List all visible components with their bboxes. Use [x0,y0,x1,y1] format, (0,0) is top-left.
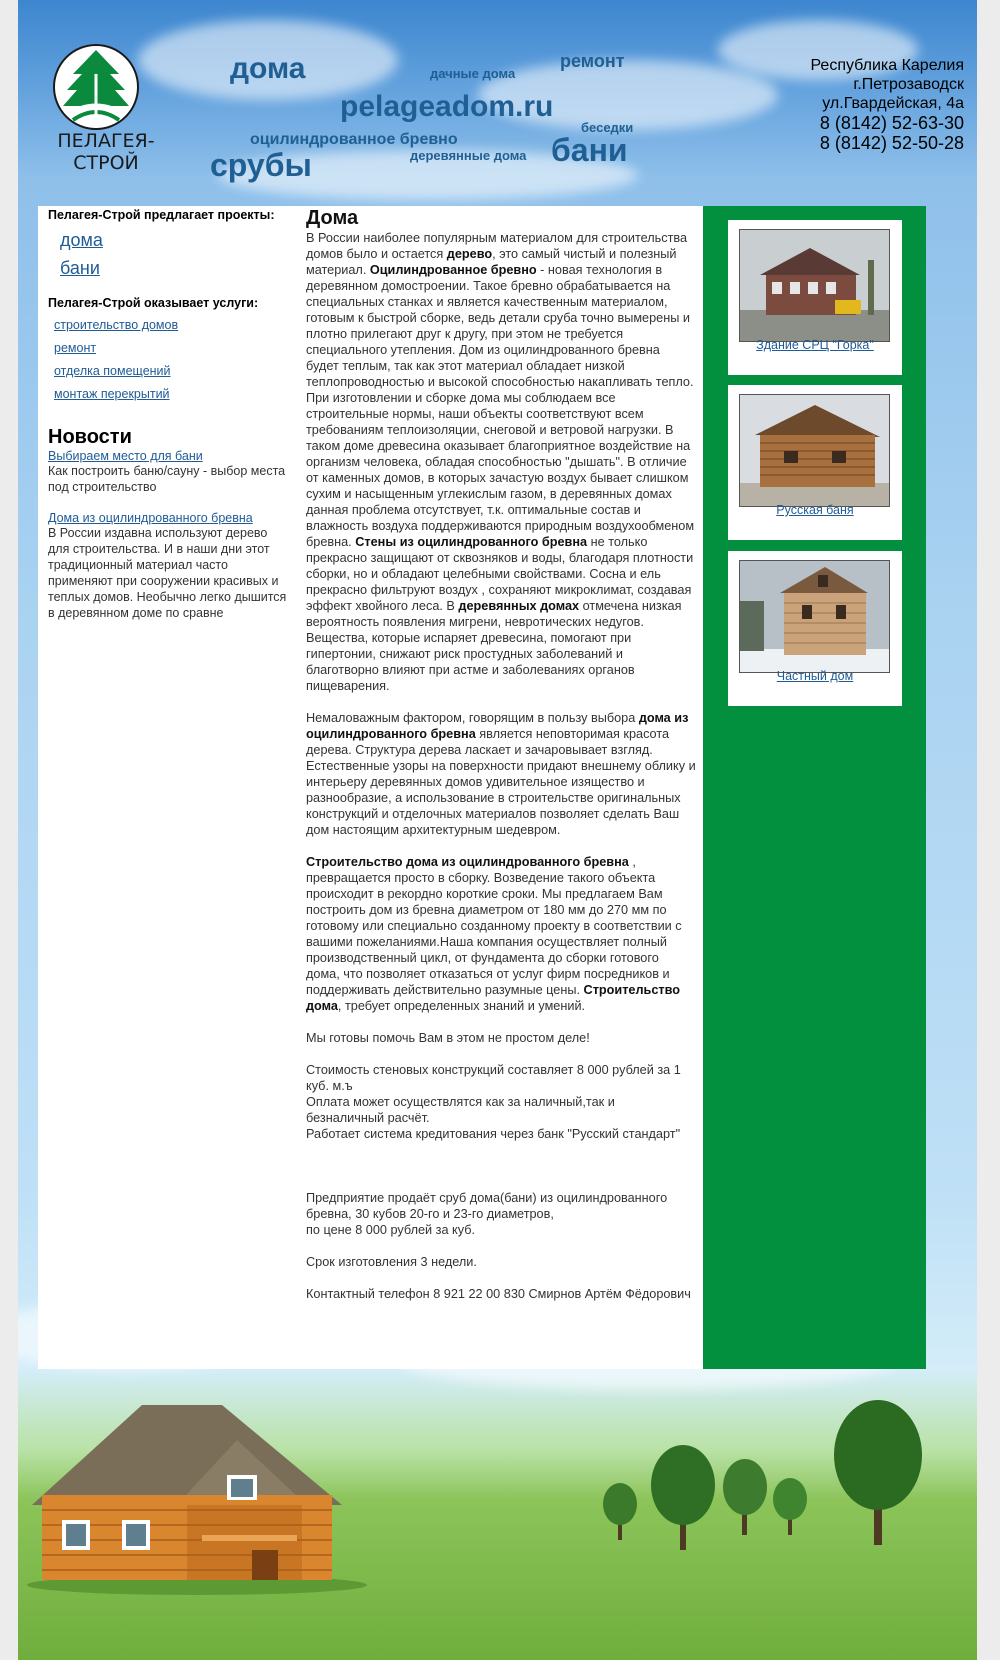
article-paragraph-2: Немаловажным фактором, говорящим в пользу выбора дома из оцилиндрованного бревна является неповторимая красота дерева. Структура дерева ласкает и зачаровывает взгляд. Естественные узоры на поверхности придают внешнему облику и интерьеру деревянных домов удивительное изящество и разнообразие, а использование в строительстве оригинальных конструкций и отделочных материалов позволяет сделать Ваш дом настоящим архитектурным шедевром. [306,711,696,837]
gallery-caption-2[interactable]: Русская баня [776,503,854,517]
logo[interactable] [36,44,176,174]
article-paragraph-4: Мы готовы помочь Вам в этом не простом деле! [306,1031,590,1045]
gallery-column [703,206,926,1369]
projects-heading: Пелагея-Строй предлагает проекты: [48,208,275,222]
service-link-montazh[interactable]: монтаж перекрытий [54,387,170,401]
site-title[interactable]: pelageadom.ru [340,90,554,123]
tree-5-icon [600,1480,640,1540]
article-contact: Контактный телефон 8 921 22 00 830 Смирнов Артём Фёдорович [306,1287,691,1301]
tag-doma[interactable]: дома [230,52,306,85]
gallery-card-2[interactable] [728,385,902,540]
article-paragraph-7: Срок изготовления 3 недели. [306,1255,477,1269]
tag-bani[interactable]: бани [551,132,628,168]
project-link-doma[interactable]: дома [60,230,103,250]
tag-dachnye[interactable]: дачные дома [430,66,516,81]
tree-logo-icon [53,44,139,130]
photo-private-house[interactable] [739,560,890,673]
photo-building-gorka[interactable] [739,229,890,342]
article-paragraph-5: Стоимость стеновых конструкций составляет 8 000 рублей за 1 куб. м.ъ Оплата может осуществлятся как за наличный,так и безналичный расчёт. Работает система кредитования через банк "Русский стандарт" [306,1063,681,1141]
sidebar [48,208,288,621]
log-house-illustration [22,1385,372,1595]
tree-3-icon [720,1455,770,1535]
tag-brevno[interactable]: оцилиндрованное бревно [250,131,458,148]
news-heading: Новости [48,426,132,448]
news-list [48,449,288,621]
gallery-card-1[interactable] [728,220,902,375]
service-link-remont[interactable]: ремонт [54,341,97,355]
news-link-1[interactable]: Выбираем место для бани [48,449,203,463]
services-list [48,314,288,406]
contact-region: Республика Карелия [810,57,964,74]
service-link-stroitelstvo[interactable]: строительство домов [54,318,179,332]
brand-name: ПЕЛАГЕЯ-СТРОЙ [57,130,155,174]
news-text-2: В России издавна используют дерево для строительства. И в наши дни этот традиционный материал часто применяют при сооружении красивых и теплых домов. Необычно легко дышится в деревянном доме по сравне [48,526,287,620]
contact-street: ул.Гвардейская, 4а [822,95,964,112]
tree-4-icon [770,1475,810,1535]
services-heading: Пелагея-Строй оказывает услуги: [48,296,259,310]
tag-derevyannye[interactable]: деревянные дома [410,148,527,163]
tag-besedki[interactable]: беседки [581,120,634,135]
contacts-block [810,56,964,153]
project-link-bani[interactable]: бани [60,258,100,278]
contact-city: г.Петрозаводск [853,76,964,93]
news-text-1: Как построить баню/сауну - выбор места под строительство [48,464,286,494]
article-paragraph-1: В России наиболее популярным материалом для строительства домов было и остается дерево, это самый чистый и полезный материал. Оцилиндрованное бревно - новая технология в деревянном домостроении. Такое бревно обрабатывается на специальных станках и является качественным материалом, готовым к быстрой сборке, ведь детали сруба точно вымерены и плотно прилегают друг к другу, при этом не требуется специального утепления. Дом из оцилиндрованного бревна будет теплым, так как этот материал обладает низкой теплопроводностью и высокой способностью накапливать тепло. При изготовлении и сборке дома мы соблюдаем все строительные нормы, наши объекты соответствуют всем требованиям теплоизоляции, снеговой и ветровой нагрузки. В таком доме древесина оказывает благоприятное воздействие на организм человека, обладая способностью "дышать". В отличие от каменных домов, в которых зачастую воздух бывает слишком сухим и насыщенным углекислым газом, в деревянных домах данная проблема отсутствует, т.к. оптимальные состав и влажность воздуха поддерживаются природным воздухообменом бревна. Стены из оцилиндрованного бревна не только прекрасно защищают от сквозняков и воды, благодаря плотности сборки, но и обладают целебными свойствами. Сосна и ель прекрасно фильтруют воздух , сохраняют микроклимат, создавая эффект хвойного леса. В деревянных домах отмечена низкая вероятность появления мигрени, невротических недугов. Вещества, которые испаряет древесина, помогают при гипертонии, снижают риск простудных заболеваний и благотворно влияют при астме и заболеваниях органов пищеварения. [306,231,695,693]
article-paragraph-6: Предприятие продаёт сруб дома(бани) из оцилиндрованного бревна, 30 кубов 20-го и 23-го диаметров, по цене 8 000 рублей за куб. [306,1191,668,1237]
tree-2-icon [828,1395,928,1545]
article-paragraph-3: Строительство дома из оцилиндрованного бревна , превращается просто в сборку. Возведение такого объекта происходит в рекордно короткие сроки. Мы предлагаем Вам построить дом из бревна диаметром от 180 мм до 270 мм по готовому или специально созданному проекту в соответствии с вашими пожеланиями.Наша компания осуществляет полный производственный цикл, от фундамента до сборки готового дома, что позволяет отказаться от услуг фирм посредников и поддерживать действительно разумные цены. Строительство дома, требует определенных знаний и умений. [306,855,682,1013]
tree-1-icon [648,1440,718,1550]
tag-remont[interactable]: ремонт [560,51,625,71]
news-link-2[interactable]: Дома из оцилиндрованного бревна [48,511,253,525]
article-title: Дома [306,207,359,229]
service-link-otdelka[interactable]: отделка помещений [54,364,171,378]
contact-phone-2: 8 (8142) 52-50-28 [819,133,964,153]
gallery-caption-1[interactable]: Здание СРЦ "Горка" [756,338,874,352]
gallery-card-3[interactable] [728,551,902,706]
tag-sruby[interactable]: срубы [210,147,312,183]
photo-russian-banya[interactable] [739,394,890,507]
projects-list [48,226,288,282]
article [306,206,696,1318]
gallery-caption-3[interactable]: Частный дом [776,669,854,683]
contact-phone-1: 8 (8142) 52-63-30 [819,113,964,133]
